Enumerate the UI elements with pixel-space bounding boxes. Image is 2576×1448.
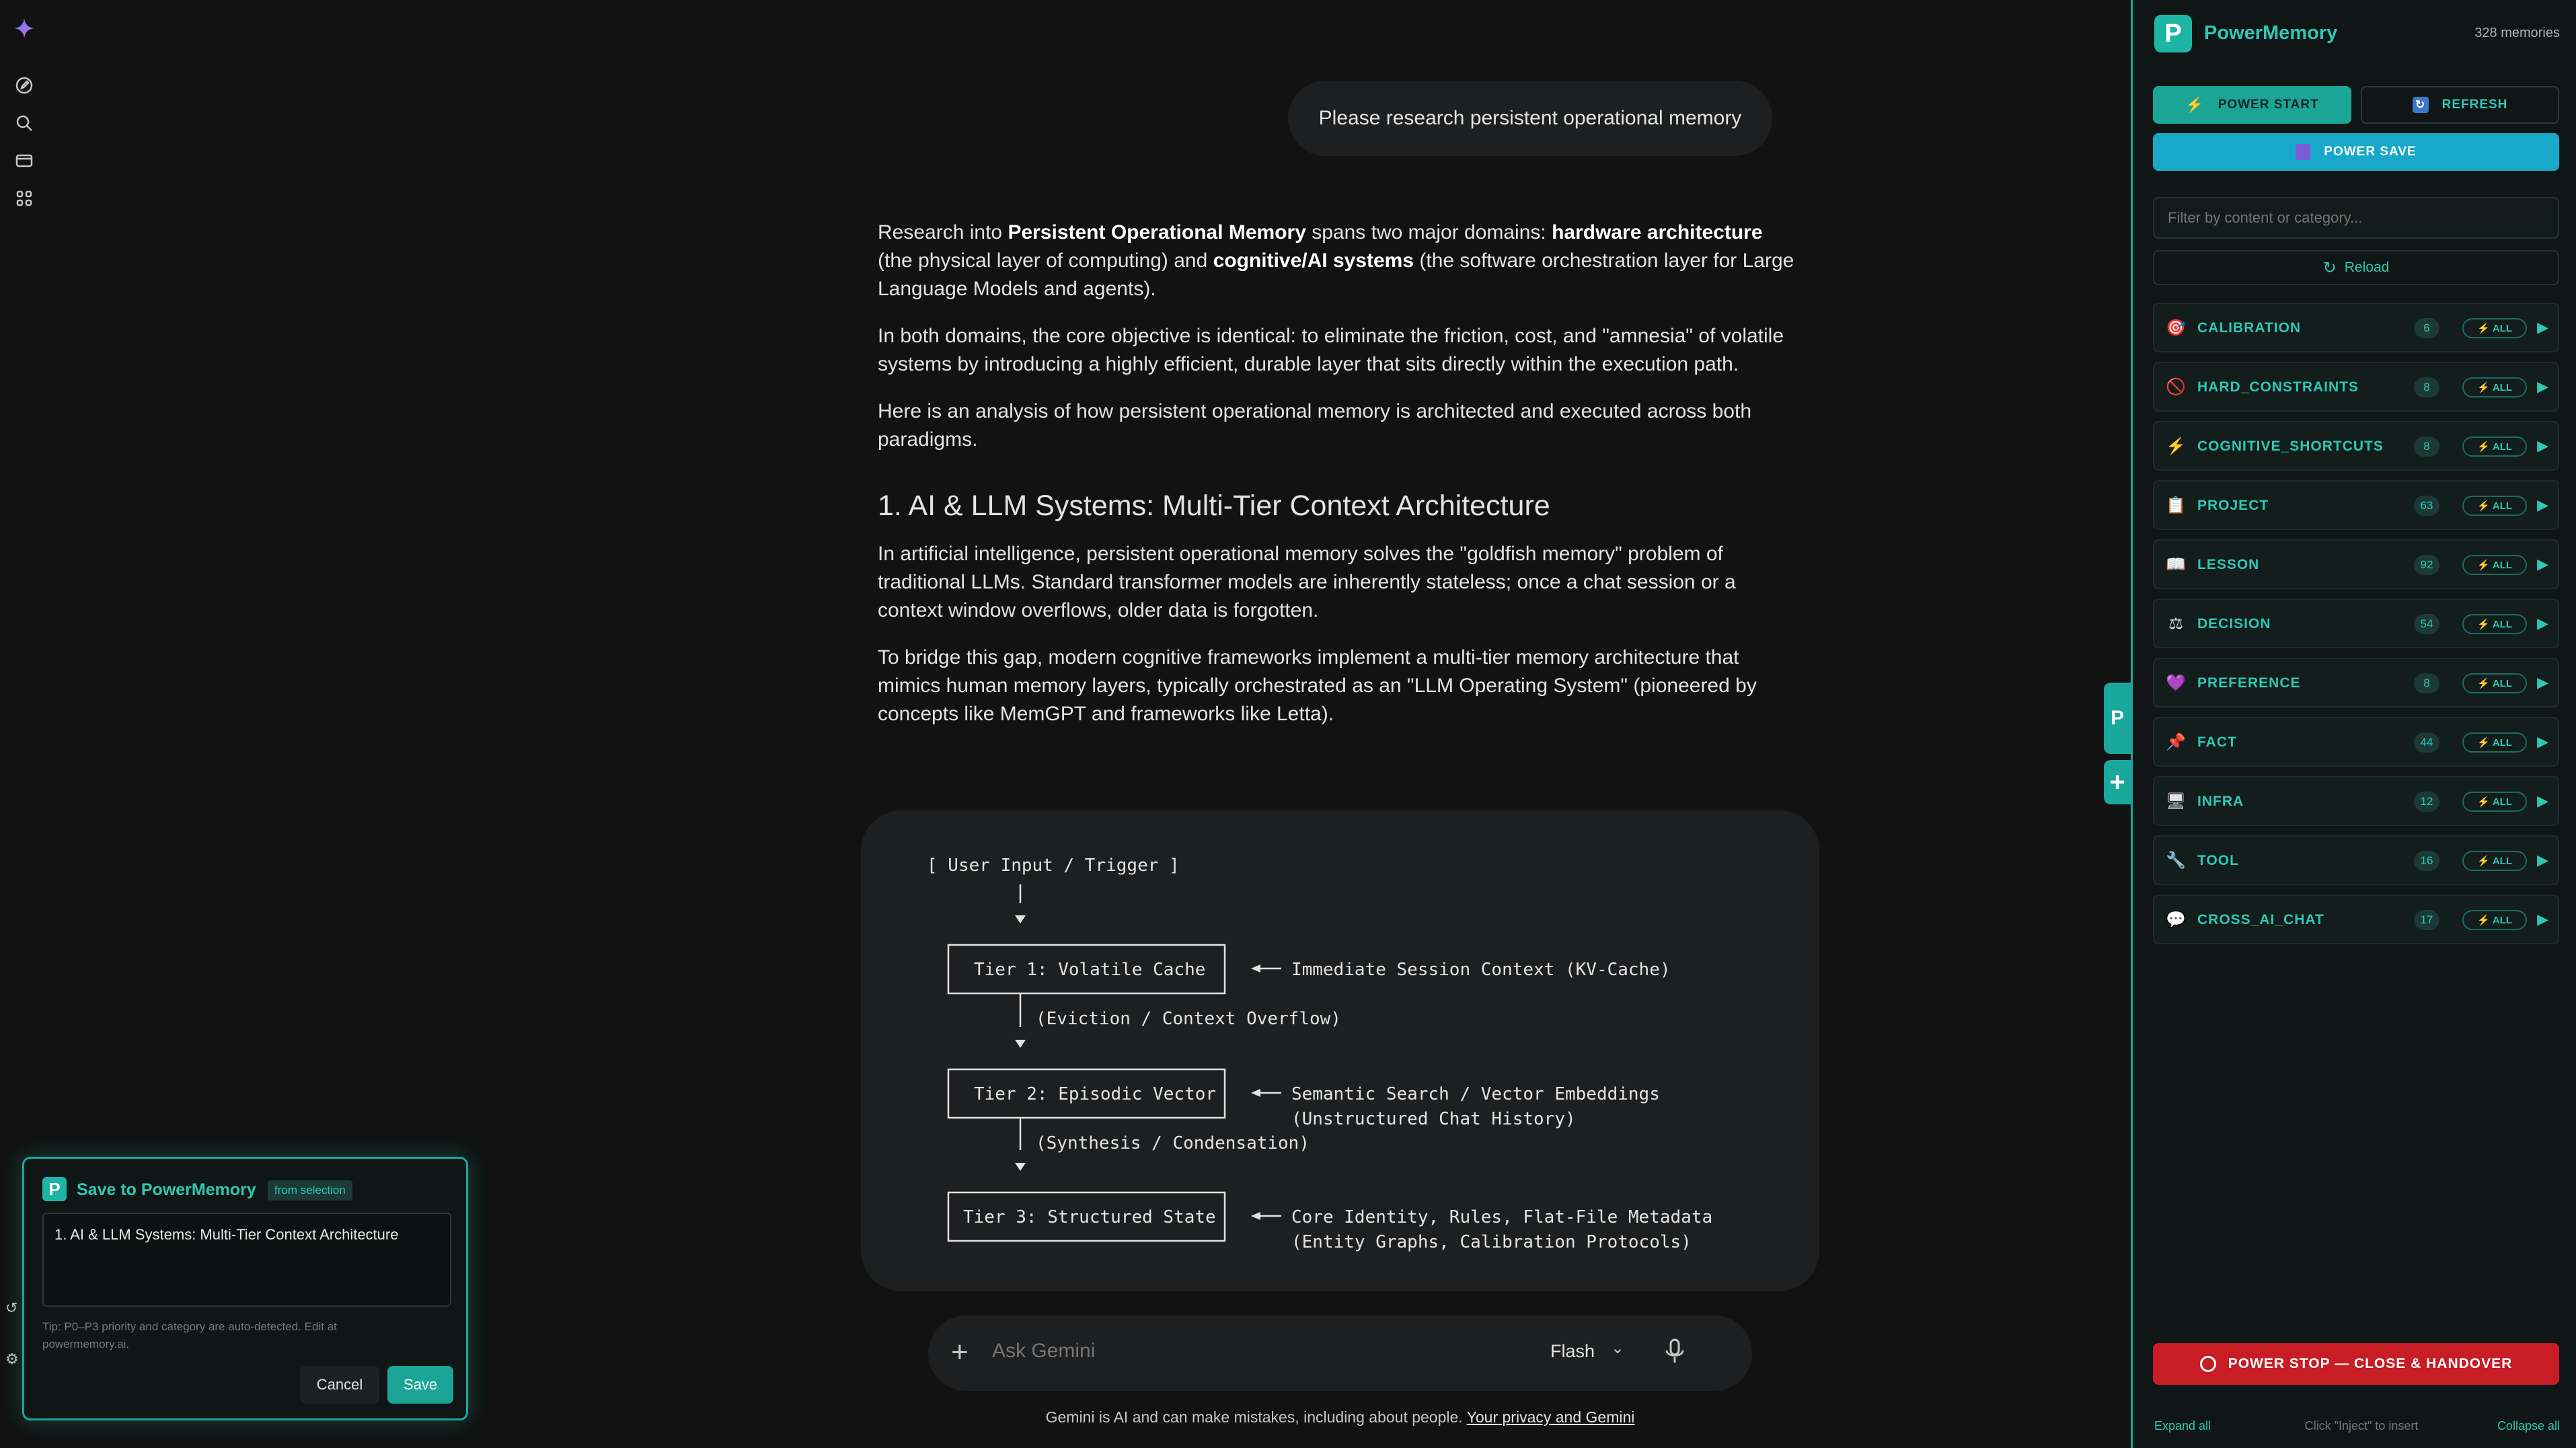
inject-all-button[interactable]: ⚡ ALL xyxy=(2462,377,2527,397)
inject-all-button[interactable]: ⚡ ALL xyxy=(2462,555,2527,575)
category-name: LESSON xyxy=(2197,557,2260,572)
edit-icon[interactable] xyxy=(13,74,36,97)
diagram-tier3-note2: (Entity Graphs, Calibration Protocols) xyxy=(1291,1232,1692,1252)
category-count-badge: 6 xyxy=(2414,318,2439,338)
category-count-badge: 8 xyxy=(2414,436,2439,457)
memory-count: 328 memories xyxy=(2474,26,2560,40)
prompt-bar xyxy=(928,1316,1752,1391)
category-name: HARD_CONSTRAINTS xyxy=(2197,379,2359,395)
gems-icon[interactable] xyxy=(13,149,36,172)
monitor-icon: 🖥 xyxy=(2165,792,2187,810)
prompt-input[interactable] xyxy=(992,1340,1463,1363)
user-message: Please research persistent operational memory xyxy=(1288,81,1772,156)
search-icon[interactable] xyxy=(13,112,36,135)
category-count-badge: 17 xyxy=(2414,910,2439,930)
save-button[interactable]: Save xyxy=(387,1366,453,1404)
dialog-tip: Tip: P0–P3 priority and category are auto-detected. Edit at powermemory.ai. xyxy=(42,1320,337,1350)
cancel-button[interactable]: Cancel xyxy=(300,1366,379,1404)
expand-arrow-icon[interactable]: ▶ xyxy=(2537,792,2548,809)
category-count-badge: 92 xyxy=(2414,555,2439,575)
prohibited-icon: 🚫 xyxy=(2166,377,2186,396)
category-row[interactable] xyxy=(2153,599,2559,648)
stop-icon xyxy=(2200,1356,2216,1372)
inject-all-button[interactable]: ⚡ ALL xyxy=(2462,732,2527,753)
scales-icon: ⚖ xyxy=(2168,614,2183,633)
expand-arrow-icon[interactable]: ▶ xyxy=(2537,319,2548,336)
response-paragraph: Here is an analysis of how persistent operational memory is architected and executed across both paradigms. xyxy=(878,400,1752,451)
expand-arrow-icon[interactable]: ▶ xyxy=(2537,496,2548,513)
response-paragraph: In artificial intelligence, persistent operational memory solves the "goldfish memory" problem of traditional LLMs. Standard transformer models are inherently stateless; once a chat session or a context window overflows, older data is forgotten. xyxy=(878,543,1736,621)
response-paragraph: Research into Persistent Operational Memory spans two major domains: hardware architecture (the physical layer of computing) and cognitive/AI systems (the software orchestration layer for Large Language Models and agents). xyxy=(878,221,1794,300)
diagram-edge1: (Eviction / Context Overflow) xyxy=(1036,1009,1341,1029)
powermemory-panel xyxy=(2131,0,2576,1448)
speech-bubble-icon: 💬 xyxy=(2166,910,2186,929)
lightning-icon: ⚡ xyxy=(2166,436,2186,455)
expand-arrow-icon[interactable]: ▶ xyxy=(2537,437,2548,454)
category-name: PREFERENCE xyxy=(2197,675,2301,691)
category-count-badge: 54 xyxy=(2414,614,2439,634)
power-stop-button[interactable]: POWER STOP — CLOSE & HANDOVER xyxy=(2153,1343,2559,1385)
inject-hint: Click "Inject" to insert xyxy=(2304,1419,2419,1433)
inject-all-button[interactable]: ⚡ ALL xyxy=(2462,910,2527,930)
inject-all-button[interactable]: ⚡ ALL xyxy=(2462,318,2527,338)
inject-all-button[interactable]: ⚡ ALL xyxy=(2462,436,2527,457)
inject-all-button[interactable]: ⚡ ALL xyxy=(2462,614,2527,634)
refresh-icon: ↻ xyxy=(2413,97,2429,113)
code-block-diagram xyxy=(861,810,1819,1291)
memory-text-field[interactable] xyxy=(42,1213,451,1307)
expand-arrow-icon[interactable]: ▶ xyxy=(2537,911,2548,927)
expand-arrow-icon[interactable]: ▶ xyxy=(2537,733,2548,750)
expand-arrow-icon[interactable]: ▶ xyxy=(2537,615,2548,632)
powermemory-logo: P xyxy=(42,1177,67,1201)
expand-all-link[interactable]: Expand all xyxy=(2154,1419,2211,1433)
inject-all-button[interactable]: ⚡ ALL xyxy=(2462,792,2527,812)
microphone-icon[interactable] xyxy=(1661,1334,1688,1369)
powermemory-logo: P xyxy=(2154,15,2192,52)
purple-heart-icon: 💜 xyxy=(2166,673,2186,692)
target-icon: 🎯 xyxy=(2166,318,2186,337)
privacy-link[interactable]: Your privacy and Gemini xyxy=(1466,1408,1635,1426)
diagram-tier1-note: Immediate Session Context (KV-Cache) xyxy=(1291,960,1671,980)
filter-input[interactable] xyxy=(2153,197,2559,239)
category-name: INFRA xyxy=(2197,794,2244,809)
response-paragraph: In both domains, the core objective is identical: to eliminate the friction, cost, and "amnesia" of volatile systems by introducing a highly efficient, durable layer that sits directly within the execution path. xyxy=(878,325,1784,375)
category-row[interactable] xyxy=(2153,539,2559,589)
inject-all-button[interactable]: ⚡ ALL xyxy=(2462,496,2527,516)
category-name: CALIBRATION xyxy=(2197,320,2302,336)
diagram-tier3: Tier 3: Structured State xyxy=(963,1207,1216,1227)
expand-arrow-icon[interactable]: ▶ xyxy=(2537,556,2548,572)
powermemory-side-tab[interactable]: P xyxy=(2104,683,2131,754)
expand-arrow-icon[interactable]: ▶ xyxy=(2537,378,2548,395)
diagram-tier3-note1: Core Identity, Rules, Flat-File Metadata xyxy=(1291,1207,1713,1227)
disclaimer: Gemini is AI and can make mistakes, including about people. Your privacy and Gemini xyxy=(1045,1408,1635,1426)
settings-icon[interactable]: ⚙ xyxy=(5,1350,19,1367)
category-name: CROSS_AI_CHAT xyxy=(2197,912,2324,927)
clipboard-icon: 📋 xyxy=(2166,496,2186,515)
category-row[interactable] xyxy=(2153,835,2559,885)
diagram-tier2: Tier 2: Episodic Vector xyxy=(974,1084,1217,1104)
category-count-badge: 8 xyxy=(2414,673,2439,693)
diagram-tier2-note1: Semantic Search / Vector Embeddings xyxy=(1291,1084,1660,1104)
category-count-badge: 63 xyxy=(2414,496,2439,516)
gemini-spark-icon[interactable] xyxy=(13,17,36,40)
collapse-all-link[interactable]: Collapse all xyxy=(2497,1419,2560,1433)
category-name: FACT xyxy=(2197,734,2237,750)
category-name: COGNITIVE_SHORTCUTS xyxy=(2197,439,2384,454)
diagram-edge2: (Synthesis / Condensation) xyxy=(1036,1133,1310,1153)
add-icon[interactable]: + xyxy=(951,1336,969,1369)
category-count-badge: 16 xyxy=(2414,851,2439,871)
add-memory-side-tab[interactable]: + xyxy=(2104,760,2131,804)
apps-icon[interactable] xyxy=(13,187,36,210)
response-heading: 1. AI & LLM Systems: Multi-Tier Context Architecture xyxy=(878,490,1550,522)
category-row[interactable] xyxy=(2153,362,2559,412)
category-row[interactable] xyxy=(2153,717,2559,767)
category-row[interactable] xyxy=(2153,480,2559,530)
reload-button[interactable]: ↻ Reload xyxy=(2153,250,2559,285)
chevron-down-icon[interactable]: ⌄ xyxy=(1611,1339,1625,1357)
power-start-button[interactable]: ⚡ POWER START xyxy=(2153,86,2351,124)
category-count-badge: 12 xyxy=(2414,792,2439,812)
lightning-icon: ⚡ xyxy=(2185,96,2205,113)
category-row[interactable] xyxy=(2153,894,2559,944)
history-icon[interactable]: ↺ xyxy=(5,1299,18,1316)
category-row[interactable] xyxy=(2153,303,2559,352)
model-selector[interactable]: Flash xyxy=(1550,1341,1595,1361)
category-row[interactable] xyxy=(2153,776,2559,826)
category-row[interactable] xyxy=(2153,658,2559,708)
panel-title: PowerMemory xyxy=(2204,22,2338,44)
refresh-button[interactable]: ↻ REFRESH xyxy=(2361,86,2559,124)
floppy-disk-icon xyxy=(2296,144,2310,160)
save-to-powermemory-dialog xyxy=(22,1157,468,1420)
expand-arrow-icon[interactable]: ▶ xyxy=(2537,674,2548,691)
diagram-tier2-note2: (Unstructured Chat History) xyxy=(1291,1109,1576,1129)
expand-arrow-icon[interactable]: ▶ xyxy=(2537,851,2548,868)
category-count-badge: 44 xyxy=(2414,732,2439,753)
inject-all-button[interactable]: ⚡ ALL xyxy=(2462,673,2527,693)
book-icon: 📖 xyxy=(2166,555,2186,574)
category-count-badge: 8 xyxy=(2414,377,2439,397)
category-name: DECISION xyxy=(2197,616,2271,632)
power-save-button[interactable]: POWER SAVE xyxy=(2153,133,2559,171)
diagram-tier1: Tier 1: Volatile Cache xyxy=(974,960,1206,980)
inject-all-button[interactable]: ⚡ ALL xyxy=(2462,851,2527,871)
category-name: TOOL xyxy=(2197,853,2239,868)
assistant-response xyxy=(878,219,1799,747)
category-list xyxy=(2153,303,2559,954)
diagram-trigger: [ User Input / Trigger ] xyxy=(927,855,1180,876)
response-paragraph: To bridge this gap, modern cognitive frameworks implement a multi-tier memory architecture that mimics human memory layers, typically orchestrated as an "LLM Operating System" (pioneered by concepts like MemGPT and frameworks like Letta). xyxy=(878,646,1757,725)
category-row[interactable] xyxy=(2153,421,2559,471)
dialog-title: Save to PowerMemory xyxy=(77,1180,256,1199)
pushpin-icon: 📌 xyxy=(2166,732,2186,751)
wrench-icon: 🔧 xyxy=(2166,851,2186,870)
reload-icon: ↻ xyxy=(2322,258,2337,277)
source-tag: from selection xyxy=(268,1180,352,1201)
category-name: PROJECT xyxy=(2197,498,2269,513)
